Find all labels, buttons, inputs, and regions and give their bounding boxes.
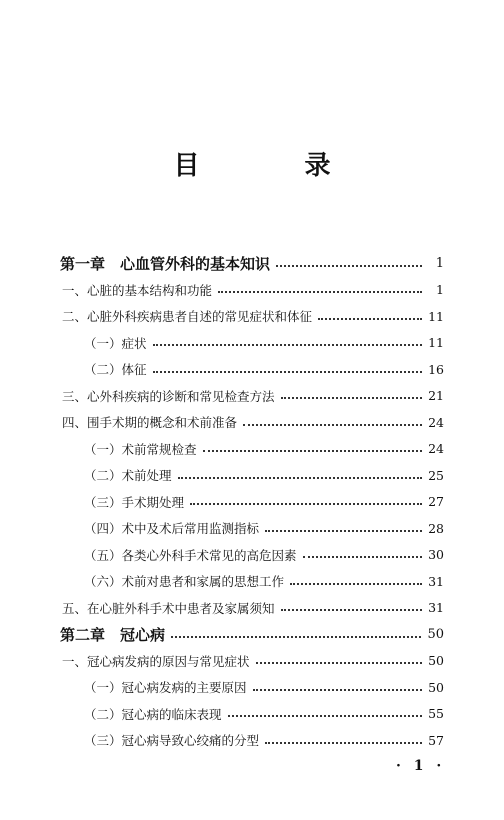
- toc-entry-page-number: 31: [428, 573, 444, 589]
- toc-entry-label: （五）各类心外科手术常见的高危因素: [84, 547, 297, 563]
- toc-entry-label: （三）冠心病导致心绞痛的分型: [84, 733, 260, 749]
- toc-entry-page-number: 1: [436, 282, 444, 298]
- dot-leader: [243, 423, 422, 426]
- dot-leader: [281, 396, 422, 399]
- toc-entry: [60, 489, 444, 516]
- toc-entry-label: 四、围手术期的概念和术前准备: [62, 415, 238, 431]
- page-folio: · 1 ·: [396, 758, 446, 774]
- toc-entry-page-number: 50: [428, 653, 444, 669]
- toc-entry: [60, 383, 444, 410]
- toc-entry-page-number: 57: [428, 732, 444, 748]
- dot-leader: [281, 608, 422, 611]
- toc-entry: [60, 568, 444, 595]
- toc-entry: [60, 303, 444, 330]
- toc-entry-page-number: 50: [427, 626, 444, 642]
- toc-entry-label: （二）冠心病的临床表现: [84, 706, 222, 722]
- dot-leader: [290, 582, 422, 585]
- toc-entry-page-number: 24: [428, 414, 444, 430]
- dot-leader: [265, 741, 422, 744]
- dot-leader: [303, 555, 422, 558]
- toc-entry-label: （三）手术期处理: [84, 494, 185, 510]
- toc-entry-page-number: 31: [428, 600, 444, 616]
- dot-leader: [265, 529, 422, 532]
- toc-entry-page-number: 27: [428, 494, 444, 510]
- toc-entry-label: 第二章 冠心病: [60, 625, 166, 644]
- toc-entry: [60, 542, 444, 569]
- toc-entry-label: （二）术前处理: [84, 468, 172, 484]
- dot-leader: [256, 661, 422, 664]
- toc-entry: [60, 436, 444, 463]
- toc-entry-page-number: 24: [428, 441, 444, 457]
- toc-entry-label: 五、在心脏外科手术中患者及家属须知: [62, 600, 275, 616]
- toc-entry: [60, 595, 444, 622]
- dot-leader: [178, 476, 422, 479]
- toc-entry-page-number: 50: [428, 679, 444, 695]
- toc-entry-label: 三、心外科疾病的诊断和常见检查方法: [62, 388, 275, 404]
- toc-entry: [60, 674, 444, 701]
- toc-entry-label: （一）术前常规检查: [84, 441, 197, 457]
- toc-entry: [60, 515, 444, 542]
- toc-entry-page-number: 25: [428, 467, 444, 483]
- dot-leader: [218, 290, 422, 293]
- toc-chapter-entry: [60, 250, 444, 277]
- toc-entry-label: （四）术中及术后常用监测指标: [84, 521, 260, 537]
- toc-entry-page-number: 28: [428, 520, 444, 536]
- toc-entry-page-number: 55: [428, 706, 444, 722]
- dot-leader: [153, 370, 422, 373]
- toc-entry: [60, 409, 444, 436]
- toc-entry-page-number: 21: [428, 388, 444, 404]
- toc-entry: [60, 727, 444, 754]
- dot-leader: [276, 264, 422, 267]
- toc-entry-page-number: 11: [428, 335, 444, 351]
- dot-leader: [228, 714, 422, 717]
- toc-entry-page-number: 1: [435, 255, 444, 271]
- toc-entry-label: （一）症状: [84, 335, 147, 351]
- toc-entry-label: 一、冠心病发病的原因与常见症状: [62, 653, 250, 669]
- toc-entry-page-number: 30: [428, 547, 444, 563]
- dot-leader: [171, 635, 421, 638]
- toc-entry-label: （一）冠心病发病的主要原因: [84, 680, 247, 696]
- toc-entry: [60, 462, 444, 489]
- toc-entry-label: 一、心脏的基本结构和功能: [62, 282, 213, 298]
- toc-entry-page-number: 16: [428, 361, 444, 377]
- dot-leader: [190, 502, 422, 505]
- toc-entry: [60, 330, 444, 357]
- dot-leader: [203, 449, 422, 452]
- toc-entry: [60, 701, 444, 728]
- toc-list: [60, 250, 444, 754]
- toc-entry-label: （二）体征: [84, 362, 147, 378]
- toc-entry-label: （六）术前对患者和家属的思想工作: [84, 574, 285, 590]
- dot-leader: [318, 317, 422, 320]
- toc-entry: [60, 356, 444, 383]
- toc-entry-page-number: 11: [428, 308, 444, 324]
- toc-chapter-entry: [60, 621, 444, 648]
- toc-entry-label: 二、心脏外科疾病患者自述的常见症状和体征: [62, 309, 313, 325]
- toc-entry: [60, 277, 444, 304]
- page-title: 目 录: [173, 151, 379, 181]
- dot-leader: [153, 343, 422, 346]
- toc-entry: [60, 648, 444, 675]
- toc-entry-label: 第一章 心血管外科的基本知识: [60, 254, 271, 273]
- dot-leader: [253, 688, 422, 691]
